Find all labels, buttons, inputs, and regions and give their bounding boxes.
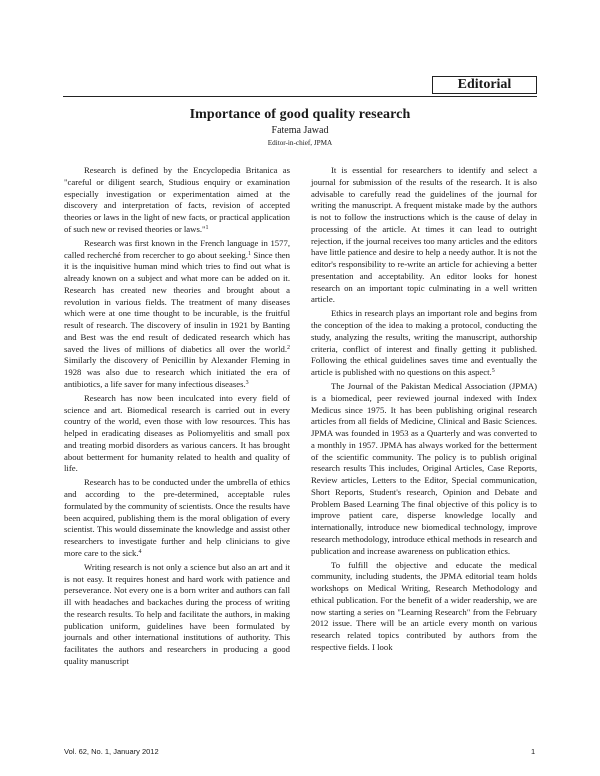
left-column — [64, 165, 290, 668]
footer-citation: Vol. 62, No. 1, January 2012 — [64, 747, 159, 756]
paragraph: The Journal of the Pakistan Medical Association (JPMA) is a biomedical, peer reviewed journal indexed with Index Medicus since 1975. It has been publishing original research articles from all fields of Medicine, Clinical and Basic Sciences. JPMA was founded in 1953 as a Quarterly and was converted to a monthly in 1957. JPMA has always worked for the betterment of the scientific community. The policy is to publish original research results This includes, Original Articles, Case Reports, Review articles, Letters to the Editor, Special communication, Short Reports, Student's research, Opinion and Debate and Problem Based Learning The final objective of this policy is to improve patient care, disperse knowledge locally and internationally, introduce new biomedical technology, improve research methodology, introduce ethical methods in research and publication and increase awareness on publication ethics. — [311, 381, 537, 556]
paragraph: To fulfill the objective and educate the medical community, including students, the JPMA editorial team holds workshops on Medical Writing, Research Methodology and ethical publication. For the benefit of a wider readership, we are now starting a series on "Learning Research" from the February 2012 issue. There will be an article every month on various research related topics contributed by authors from the respective fields. I look — [311, 559, 537, 652]
author-affiliation: Editor-in-chief, JPMA — [267, 139, 333, 147]
reference-marker: 1 — [247, 250, 251, 257]
paragraph: Writing research is not only a science but also an art and it is not easy. It requires honest and hard work with patience and perseverance. Not every one is a born writer and authors can fall ill with headaches and backaches during the process of writing the research results. To help and facilitate the authors, in making publication uniform, guidelines have been formulated by journals and other international institutions of authority. This facilitates the authors and researchers in producing a good quality manuscript — [64, 561, 290, 666]
reference-marker: 2 — [287, 344, 290, 351]
paragraph: Research has to be conducted under the umbrella of ethics and according to the pre-determined, acceptable rules formulated by the community of scientists. Once the results have been acquired, publishing them is the moral obligation of every scientist. This would disseminate the knowledge and assist other researchers to investigate further and help clinicians to give more care to the sick.$^4$ — [64, 477, 290, 558]
reference-marker: 1 — [205, 224, 209, 231]
paragraph: Ethics in research plays an important role and begins from the conception of the idea to making a protocol, conducting the study, analyzing the results, writing the manuscript, authorship criteria, conflict of interest and finally getting it published. Following the ethical guidelines saves time and eventually the article is published with no questions on this aspect.$^5$ — [311, 308, 537, 378]
reference-marker: 3 — [245, 379, 249, 386]
article-author: Fatema Jawad — [271, 125, 329, 136]
paragraph: Research was first known in the French language in 1577, called recherché from recercher to go about seeking.$^1$ Since then it is the inquisitive human mind which tries to find out what is already known on a subject and what more can be added on it. Research has created new theories and brought about a revolution in various fields. The treatment of many diseases which were at one time thought to be incurable, is the fruitful result of research. The discovery of insulin in 1921 by Banting and Best was the end result of dedicated research which has saved the lives of millions of diabetics all over the world.$^2$ Similarly the discovery of Penicillin by Alexander Fleming in 1928 was also due to research which initiated the era of antibiotics, a life saver for many infectious diseases.$^3$ — [64, 237, 290, 389]
paragraph: Research has now been inculcated into every field of science and art. Biomedical research is carried out in every country of the world, even those with low resources. This has helped in eradicating diseases as Poliomyelitis and small pox and treating morbid disorders as various cancers. It has brought about betterment for humanity related to health and quality of life. — [64, 392, 290, 474]
paragraph: It is essential for researchers to identify and select a journal for submission of the results of the research. It is also advisable to carefully read the guidelines of the journal for writing the manuscript. A frequent mistake made by the authors is not to follow the instructions which is the cause of delay in processing of the article. At times it can lead to outright rejection, if the journal receives too many articles and the editors have little patience and desire to help a needy author. It is not the editor's responsibility to re-write an article for achieving a better presentation and acceptability. An editor looks for honest research on an important topic culminating in a well written article. — [311, 165, 537, 305]
header-rule — [63, 96, 537, 97]
paragraph: Research is defined by the Encyclopedia Britanica as "careful or diligent search, Studious enquiry or examination especially investigation or experimentation aimed at the discovery and interpretation of facts, revision of accepted theories or laws in the light of new facts, or practical application of such new or revised theories or laws."$^1$ — [64, 165, 290, 234]
reference-marker: 4 — [138, 548, 142, 555]
article-title: Importance of good quality research — [189, 107, 411, 122]
page-number: 1 — [531, 747, 536, 756]
reference-marker: 5 — [491, 368, 495, 375]
right-column — [311, 165, 537, 654]
section-label: Editorial — [432, 76, 537, 94]
